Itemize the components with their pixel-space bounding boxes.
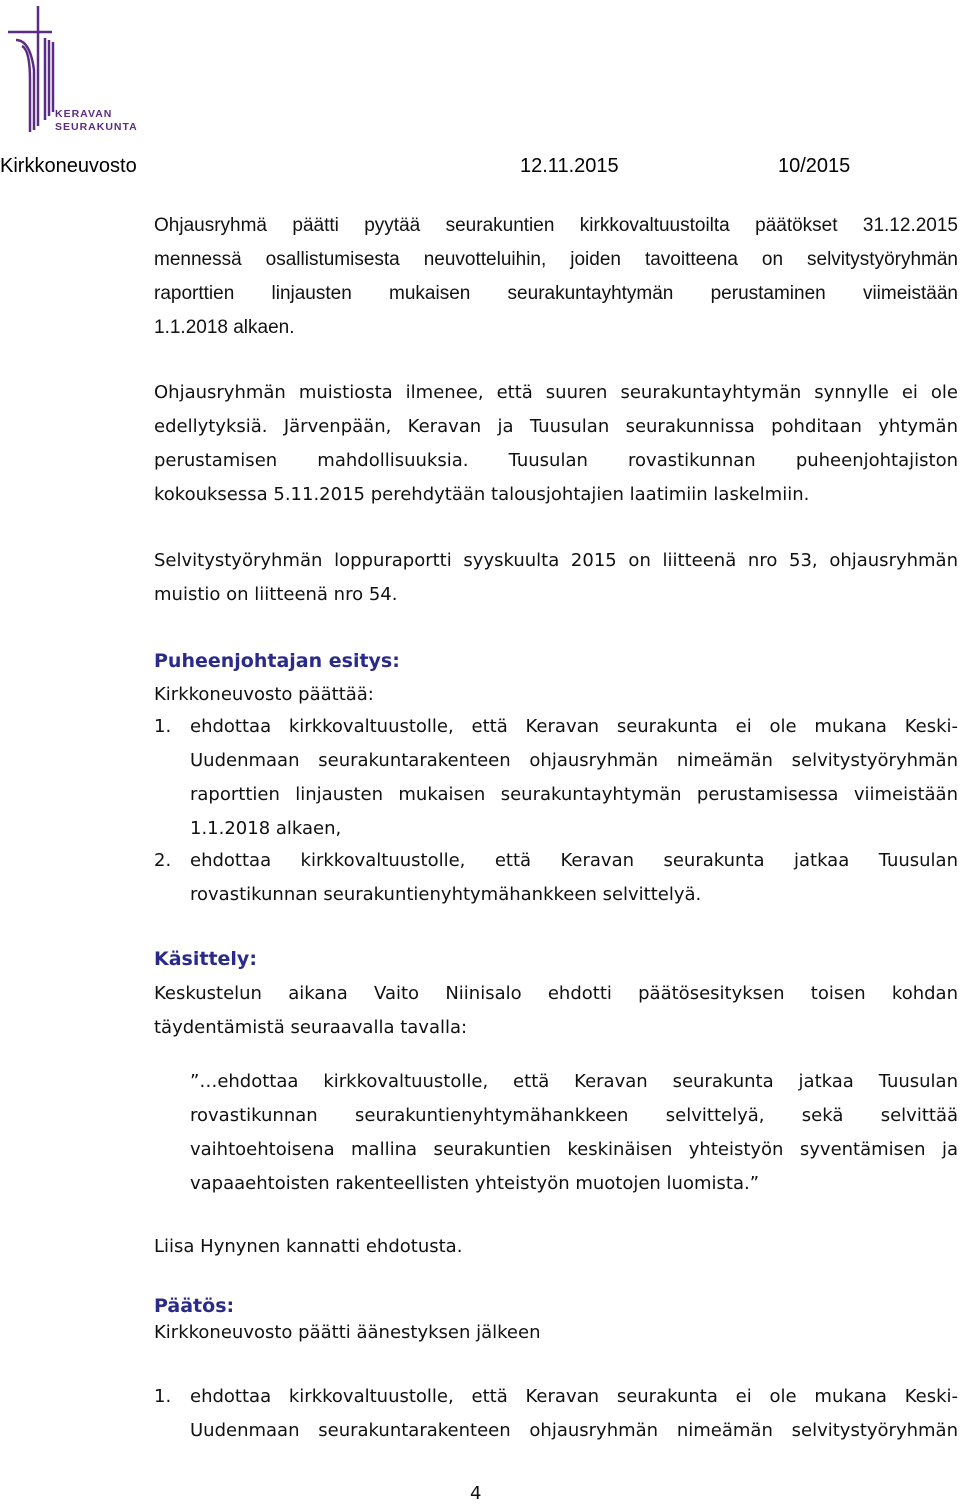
text-line: ehdottaa kirkkovaltuustolle, että Keravan seurakunta ei ole mukana Keski- (190, 716, 958, 737)
text-line: ehdottaa kirkkovaltuustolle, että Keravan seurakunta ei ole mukana Keski- (190, 1386, 958, 1407)
list-number: 1. (154, 716, 172, 737)
paragraph-steering-group (154, 209, 958, 345)
decision-intro: Kirkkoneuvosto päätti äänestyksen jälkeen (154, 1322, 541, 1343)
header-number: 10/2015 (778, 155, 851, 177)
text-line: mennessä osallistumisesta neuvotteluihin, joiden tavoitteena on selvitystyöryhmän (154, 249, 958, 270)
handling-quote (190, 1065, 958, 1201)
proposal-item-1 (154, 710, 958, 846)
proposal-heading: Puheenjohtajan esitys: (154, 650, 400, 672)
text-line: muistio on liitteenä nro 54. (154, 584, 398, 605)
text-line: 1.1.2018 alkaen. (154, 317, 295, 338)
text-line: rovastikunnan seurakuntienyhtymähankkeen selvittelyä, sekä selvittää (190, 1105, 958, 1126)
decision-heading: Päätös: (154, 1295, 235, 1317)
text-line: Uudenmaan seurakuntarakenteen ohjausryhmän nimeämän selvitystyöryhmän (190, 750, 958, 771)
text-line: Selvitystyöryhmän loppuraportti syyskuulta 2015 on liitteenä nro 53, ohjausryhmän (154, 550, 958, 571)
text-line: Ohjausryhmän muistiosta ilmenee, että suuren seurakuntayhtymän synnylle ei ole (154, 382, 958, 403)
text-line: edellytyksiä. Järvenpään, Keravan ja Tuusulan seurakunnissa pohditaan yhtymän (154, 416, 958, 437)
paragraph-attachments (154, 544, 958, 612)
handling-heading: Käsittely: (154, 948, 257, 970)
logo-text-line2: SEURAKUNTA (55, 121, 138, 133)
text-line: vapaaehtoisten rakenteellisten yhteistyön muotojen luomista.” (190, 1173, 760, 1194)
text-line: Uudenmaan seurakuntarakenteen ohjausryhmän nimeämän selvitystyöryhmän (190, 1420, 958, 1441)
text-line: Keskustelun aikana Vaito Niinisalo ehdotti päätösesityksen toisen kohdan (154, 983, 958, 1004)
text-line: ehdottaa kirkkovaltuustolle, että Keravan seurakunta jatkaa Tuusulan (190, 850, 958, 871)
text-line: perustamisen mahdollisuuksia. Tuusulan rovastikunnan puheenjohtajiston (154, 450, 958, 471)
logo-text-line1: KERAVAN (55, 108, 113, 120)
text-line: 1.1.2018 alkaen, (190, 818, 342, 839)
text-line: raporttien linjausten mukaisen seurakuntayhtymän perustamisessa viimeistään (190, 784, 958, 805)
list-number: 2. (154, 850, 172, 871)
decision-item-1 (154, 1380, 958, 1448)
text-line: täydentämistä seuraavalla tavalla: (154, 1017, 468, 1038)
text-line: raporttien linjausten mukaisen seurakuntayhtymän perustaminen viimeistään (154, 283, 958, 304)
handling-support: Liisa Hynynen kannatti ehdotusta. (154, 1236, 463, 1257)
text-line: Ohjausryhmä päätti pyytää seurakuntien kirkkovaltuustoilta päätökset 31.12.2015 (154, 215, 958, 236)
proposal-intro: Kirkkoneuvosto päättää: (154, 684, 374, 705)
proposal-item-2 (154, 844, 958, 912)
text-line: vaihtoehtoisena mallina seurakuntien keskinäisen yhteistyön syventämisen ja (190, 1139, 958, 1160)
header-organ: Kirkkoneuvosto (0, 155, 137, 177)
page-number: 4 (470, 1483, 482, 1504)
handling-text (154, 977, 958, 1045)
header-date: 12.11.2015 (520, 155, 619, 177)
paragraph-memo (154, 376, 958, 512)
text-line: kokouksessa 5.11.2015 perehdytään talousjohtajien laatimiin laskelmiin. (154, 484, 810, 505)
list-number: 1. (154, 1386, 172, 1407)
text-line: rovastikunnan seurakuntienyhtymähankkeen selvittelyä. (190, 884, 702, 905)
text-line: ”…ehdottaa kirkkovaltuustolle, että Keravan seurakunta jatkaa Tuusulan (190, 1071, 958, 1092)
